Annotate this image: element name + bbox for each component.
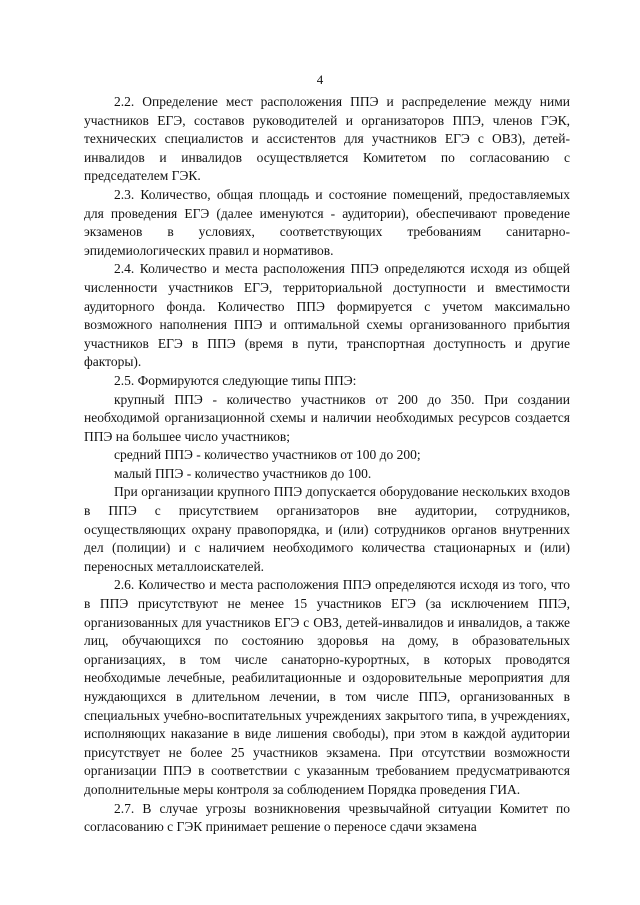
page-number: 4 [316, 72, 324, 87]
list-item-small-ppe: малый ППЭ - количество участников до 100. [114, 465, 372, 481]
paragraph-2-7: 2.7. В случае угрозы возникновения чрезвычайной ситуации Комитет по согласованию с ГЭК принимает решение о переносе сдачи экзамена [84, 800, 570, 835]
paragraph-2-5: 2.5. Формируются следующие типы ППЭ: [114, 372, 357, 388]
document-body [84, 93, 570, 837]
paragraph-large-ppe-entrances: При организации крупного ППЭ допускается оборудование нескольких входов в ППЭ с присутствием организаторов вне аудитории, сотрудников, осуществляющих охрану правопорядка, и (или) сотрудников органов внутренних дел (полиции) и с наличием необходимого количества стационарных и (или) переносных металлоискателей. [84, 484, 570, 574]
paragraph-2-2: 2.2. Определение мест расположения ППЭ и распределение между ними участников ЕГЭ, составов руководителей и организаторов ППЭ, членов ГЭК, технических специалистов и ассистентов для участников ЕГЭ с ОВЗ), детей-инвалидов и инвалидов осуществляется Комитетом по согласованию с председателем ГЭК. [84, 94, 570, 184]
list-item-medium-ppe: средний ППЭ - количество участников от 100 до 200; [114, 447, 421, 463]
paragraph-2-4: 2.4. Количество и места расположения ППЭ определяются исходя из общей численности участников ЕГЭ, территориальной доступности и вместимости аудиторного фонда. Количество ППЭ формируется с учетом максимально возможного наполнения ППЭ и оптимальной схемы организованного прибытия участников ЕГЭ в ППЭ (время в пути, транспортная доступность и другие факторы). [84, 261, 570, 370]
paragraph-2-3: 2.3. Количество, общая площадь и состояние помещений, предоставляемых для проведения ЕГЭ (далее именуются - аудитории), обеспечивают проведение экзаменов в условиях, соответствующих требованиям санитарно-эпидемиологических правил и нормативов. [84, 186, 570, 258]
paragraph-2-6: 2.6. Количество и места расположения ППЭ определяются исходя из того, что в ППЭ присутствуют не менее 15 участников ЕГЭ (за исключением ППЭ, организованных для участников ЕГЭ с ОВЗ, детей-инвалидов и инвалидов, а также лиц, обучающихся по состоянию здоровья на дому, в образовательных организациях, в том числе санаторно-курортных, в которых проводятся необходимые лечебные, реабилитационные и оздоровительные мероприятия для нуждающихся в длительном лечении, в том числе ППЭ, организованных в специальных учебно-воспитательных учреждениях закрытого типа, в учреждениях, исполняющих наказание в виде лишения свободы), при этом в каждой аудитории присутствует не более 25 участников экзамена. При отсутствии возможности организации ППЭ в соответствии с указанным требованием предусматриваются дополнительные меры контроля за соблюдением Порядка проведения ГИА. [84, 577, 570, 797]
list-item-large-ppe: крупный ППЭ - количество участников от 200 до 350. При создании необходимой организационной схемы и наличии необходимых ресурсов создается ППЭ на большее число участников; [84, 391, 570, 444]
